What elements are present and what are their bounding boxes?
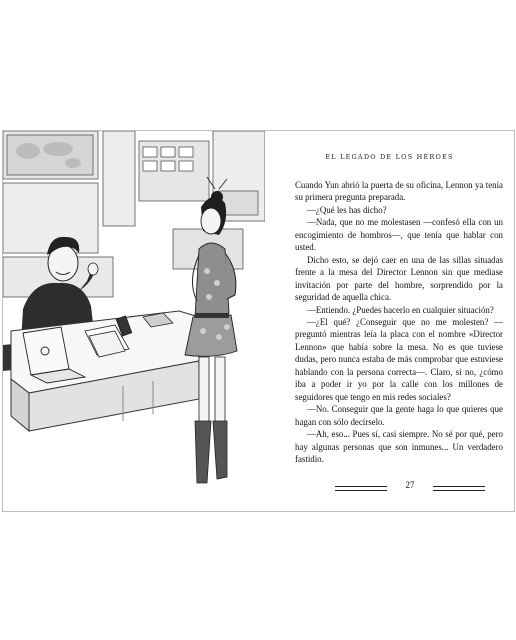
text-page	[265, 131, 514, 511]
book-spread	[2, 130, 515, 512]
paragraph: Dicho esto, se dejó caer en una de las sillas situadas frente a la mesa del Director Lennon sin que mediase invitación por parte del hombre, sorprendido por la seguridad de aquella chica.	[295, 254, 503, 303]
illustration-office-scene	[3, 131, 265, 511]
page-footer	[335, 480, 485, 494]
woman-figure	[185, 177, 237, 483]
body-text	[295, 179, 503, 465]
paragraph: —No. Conseguir que la gente haga lo que quieres que hagan con sólo decírselo.	[295, 404, 503, 427]
paragraph: —Ah, eso... Pues sí, casi siempre. No sé por qué, pero hay algunas personas que son inmunes... Un verdadero fastidio.	[295, 429, 503, 464]
page-number: 27	[405, 480, 415, 490]
paragraph: —¿Qué les has dicho?	[307, 204, 387, 215]
paragraph: —Nada, que no me molestasen —confesó ella con un encogimiento de hombros—, que tenía que hablar con usted.	[295, 217, 503, 253]
paragraph: —Entiendo. ¿Puedes hacerlo en cualquier situación?	[307, 304, 494, 315]
paragraph: Cuando Yun abrió la puerta de su oficina, Lennon ya tenía su primera pregunta preparada.	[295, 180, 503, 203]
footer-rule-right	[433, 486, 485, 491]
paragraph: —¿El qué? ¿Conseguir que no me molesten? —preguntó mientras leía la placa con el nombre «Director Lennon» que había sobre la mesa. No es que tuviese dudas, pero nunca estaba de más comprobar que estuviese hablando con la persona correcta—. Claro, si no, ¿cómo iba a poder ir yo por la calle con los millones de seguidores que tengo en mis redes sociales?	[295, 316, 503, 402]
running-head: EL LEGADO DE LOS HÉROES	[325, 153, 454, 161]
footer-rule-left	[335, 486, 387, 491]
